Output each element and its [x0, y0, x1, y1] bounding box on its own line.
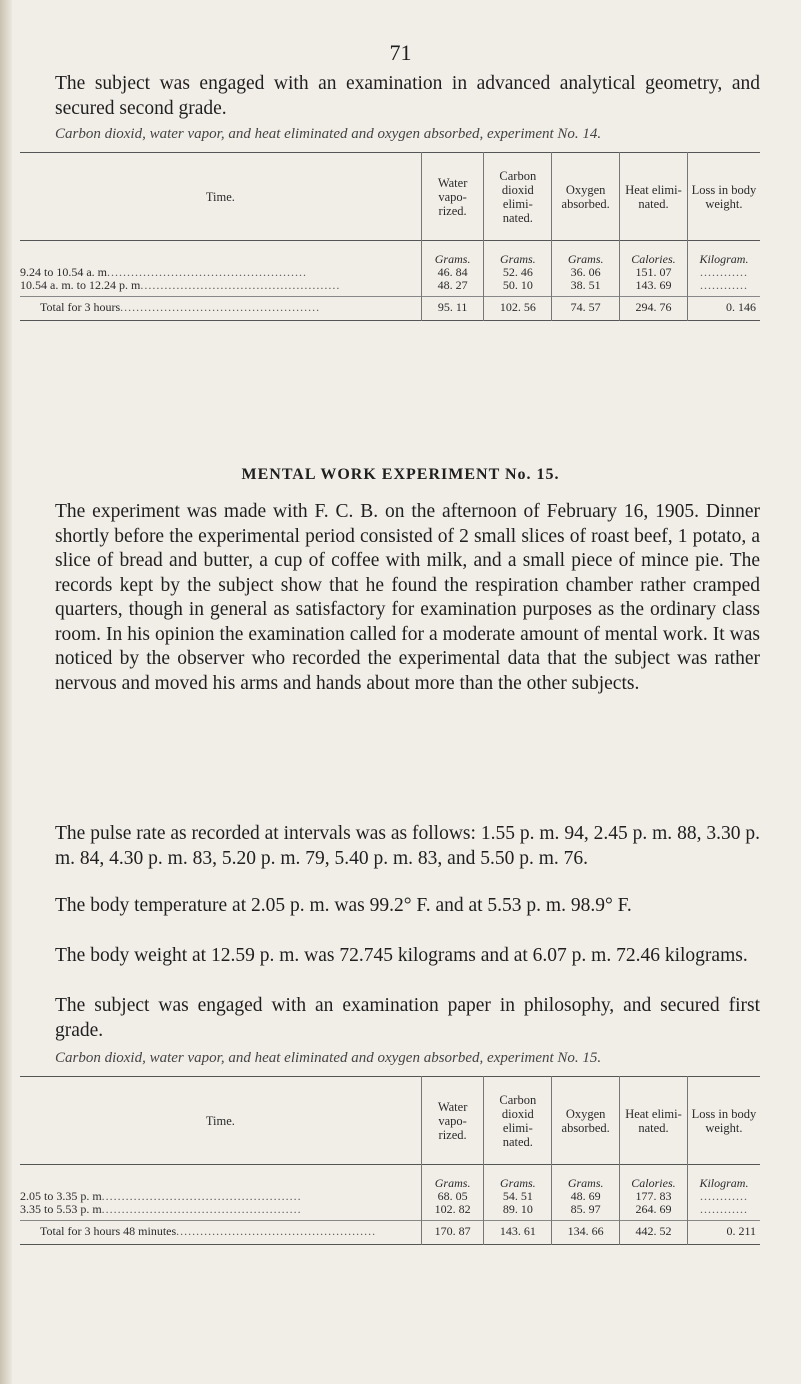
unit-loss: Kilogram.: [687, 241, 760, 267]
cell-carbon: 54. 51: [484, 1190, 552, 1203]
unit-heat: Calories.: [620, 241, 688, 267]
table-row: 10.54 a. m. to 12.24 p. m.................................................. 48. 27 50. 10 38. 51 143. 69 ............: [20, 279, 760, 292]
table-row: 9.24 to 10.54 a. m.................................................. 46. 84 52. 46 36. 06 151. 07 ............: [20, 266, 760, 279]
table14-caption: Carbon dioxid, water vapor, and heat eliminated and oxygen absorbed, experiment No. 14.: [55, 126, 602, 142]
cell-loss: ............: [687, 1190, 760, 1203]
total-loss: 0. 146: [687, 297, 760, 321]
paragraph-examination: The subject was engaged with an examination paper in philosophy, and secured first grade.: [55, 995, 760, 1041]
table-row: 2.05 to 3.35 p. m.................................................. 68. 05 54. 51 48. 69 177. 83 ............: [20, 1190, 760, 1203]
total-label: Total for 3 hours 48 minutes: [40, 1224, 177, 1238]
cell-heat: 143. 69: [620, 279, 688, 292]
total-water: 95. 11: [421, 297, 484, 321]
units-row: [20, 241, 760, 267]
total-carbon: 143. 61: [484, 1221, 552, 1245]
col-carbon-header: Carbon dioxid elimi- nated.: [484, 153, 552, 241]
col-oxygen-header: Oxygen absorbed.: [552, 1077, 620, 1165]
cell-water: 102. 82: [421, 1203, 484, 1216]
cell-heat: 151. 07: [620, 266, 688, 279]
total-water: 170. 87: [421, 1221, 484, 1245]
total-row: Total for 3 hours 48 minutes.................................................. 170. 87 143. 61 134. 66 442. 52 0. 211: [20, 1221, 760, 1245]
unit-water: Grams.: [421, 241, 484, 267]
total-oxygen: 74. 57: [552, 297, 620, 321]
cell-water: 68. 05: [421, 1190, 484, 1203]
unit-carbon: Grams.: [484, 1165, 552, 1191]
cell-loss: ............: [687, 1203, 760, 1216]
col-heat-header: Heat elimi- nated.: [620, 1077, 688, 1165]
col-oxygen-header: Oxygen absorbed.: [552, 153, 620, 241]
col-water-header: Water vapo- rized.: [421, 1077, 484, 1165]
section-heading: MENTAL WORK EXPERIMENT No. 15.: [241, 466, 560, 483]
units-row: [20, 1165, 760, 1191]
cell-oxygen: 36. 06: [552, 266, 620, 279]
cell-carbon: 52. 46: [484, 266, 552, 279]
cell-heat: 264. 69: [620, 1203, 688, 1216]
table-row: 3.35 to 5.53 p. m.................................................. 102. 82 89. 10 85. 97 264. 69 ............: [20, 1203, 760, 1216]
paragraph-body-temperature: The body temperature at 2.05 p. m. was 99.2° F. and at 5.53 p. m. 98.9° F.: [55, 895, 632, 916]
paragraph-pulse-rate: The pulse rate as recorded at intervals was as follows: 1.55 p. m. 94, 2.45 p. m. 88, 3.30 p. m. 84, 4.30 p. m. 83, 5.20 p. m. 79, 5.40 p. m. 83, and 5.50 p. m. 76.: [55, 823, 760, 869]
unit-heat: Calories.: [620, 1165, 688, 1191]
col-loss-header: Loss in body weight.: [687, 1077, 760, 1165]
cell-water: 48. 27: [421, 279, 484, 292]
cell-carbon: 50. 10: [484, 279, 552, 292]
cell-oxygen: 85. 97: [552, 1203, 620, 1216]
total-label: Total for 3 hours: [40, 300, 121, 314]
row-time: 9.24 to 10.54 a. m: [20, 266, 107, 279]
cell-loss: ............: [687, 279, 760, 292]
total-carbon: 102. 56: [484, 297, 552, 321]
table-experiment-15: [20, 1076, 760, 1245]
total-loss: 0. 211: [687, 1221, 760, 1245]
unit-oxygen: Grams.: [552, 1165, 620, 1191]
table15-caption: Carbon dioxid, water vapor, and heat eliminated and oxygen absorbed, experiment No. 15.: [55, 1050, 602, 1066]
row-time: 10.54 a. m. to 12.24 p. m: [20, 279, 141, 292]
unit-carbon: Grams.: [484, 241, 552, 267]
col-loss-header: Loss in body weight.: [687, 153, 760, 241]
col-heat-header: Heat elimi- nated.: [620, 153, 688, 241]
row-time: 2.05 to 3.35 p. m: [20, 1190, 102, 1203]
total-heat: 294. 76: [620, 297, 688, 321]
intro-paragraph: The subject was engaged with an examination in advanced analytical geometry, and secured second grade.: [55, 73, 760, 119]
total-oxygen: 134. 66: [552, 1221, 620, 1245]
unit-water: Grams.: [421, 1165, 484, 1191]
cell-oxygen: 38. 51: [552, 279, 620, 292]
cell-water: 46. 84: [421, 266, 484, 279]
unit-loss: Kilogram.: [687, 1165, 760, 1191]
col-water-header: Water vapo- rized.: [421, 153, 484, 241]
col-carbon-header: Carbon dioxid elimi- nated.: [484, 1077, 552, 1165]
unit-oxygen: Grams.: [552, 241, 620, 267]
cell-carbon: 89. 10: [484, 1203, 552, 1216]
cell-oxygen: 48. 69: [552, 1190, 620, 1203]
total-row: Total for 3 hours.................................................. 95. 11 102. 56 74. 57 294. 76 0. 146: [20, 297, 760, 321]
col-time-header: Time.: [205, 189, 235, 204]
page-number: 71: [389, 40, 412, 65]
col-time-header: Time.: [205, 1113, 235, 1128]
paragraph-experiment-description: The experiment was made with F. C. B. on the afternoon of February 16, 1905. Dinner shortly before the experimental period consisted of 2 small slices of roast beef, 1 potato, a slice of bread and butter, a cup of coffee with milk, and a small piece of mince pie. The records kept by the subject show that he found the respiration chamber rather cramped quarters, though in general as satisfactory for examination purposes as the ordinary class room. In his opinion the examination called for a moderate amount of mental work. It was noticed by the observer who recorded the experimental data that the subject was rather nervous and moved his arms and hands about more than the other subjects.: [55, 501, 760, 694]
cell-loss: ............: [687, 266, 760, 279]
page-edge-shadow: [0, 0, 12, 1384]
total-heat: 442. 52: [620, 1221, 688, 1245]
cell-heat: 177. 83: [620, 1190, 688, 1203]
row-time: 3.35 to 5.53 p. m: [20, 1203, 102, 1216]
paragraph-body-weight: The body weight at 12.59 p. m. was 72.745 kilograms and at 6.07 p. m. 72.46 kilograms.: [55, 945, 748, 966]
table-experiment-14: [20, 152, 760, 321]
